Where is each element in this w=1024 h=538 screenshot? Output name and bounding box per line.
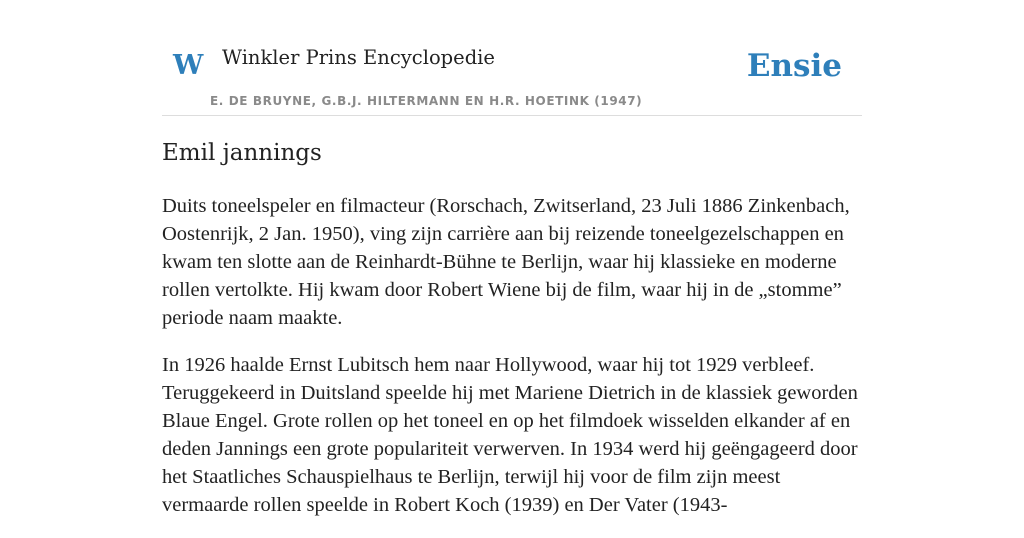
encyclopedia-logo-icon[interactable]: W [173,50,204,81]
book-title[interactable]: Winkler Prins Encyclopedie [222,46,495,69]
site-header [162,0,862,116]
page-container [162,0,862,516]
book-authors: E. DE BRUYNE, G.B.J. HILTERMANN EN H.R. HOETINK (1947) [210,94,643,108]
ensie-brand-link[interactable]: Ensie [746,48,842,84]
article-body [162,192,864,538]
article-title: Emil jannings [162,140,322,166]
article-paragraph: In 1926 haalde Ernst Lubitsch hem naar Hollywood, waar hij tot 1929 verbleef. Teruggekeerd in Duitsland speelde hij met Mariene Dietrich in de klassiek geworden Blaue Engel. Grote rollen op het toneel en op het filmdoek wisselden elkander af en deden Jannings een grote populariteit verwerven. In 1934 werd hij geëngageerd door het Staatliches Schauspielhaus te Berlijn, terwijl hij voor de film zijn meest vermaarde rollen speelde in Robert Koch (1939) en Der Vater (1943- [162,354,858,516]
article-paragraph: Duits toneelspeler en filmacteur (Rorschach, Zwitserland, 23 Juli 1886 Zinkenbach, Oostenrijk, 2 Jan. 1950), ving zijn carrière aan bij reizende toneelgezelschappen en kwam ten slotte aan de Reinhardt-Bühne te Berlijn, waar hij klassieke en moderne rollen vertolkte. Hij kwam door Robert Wiene bij de film, waar hij in de „stomme” periode naam maakte. [162,195,850,329]
